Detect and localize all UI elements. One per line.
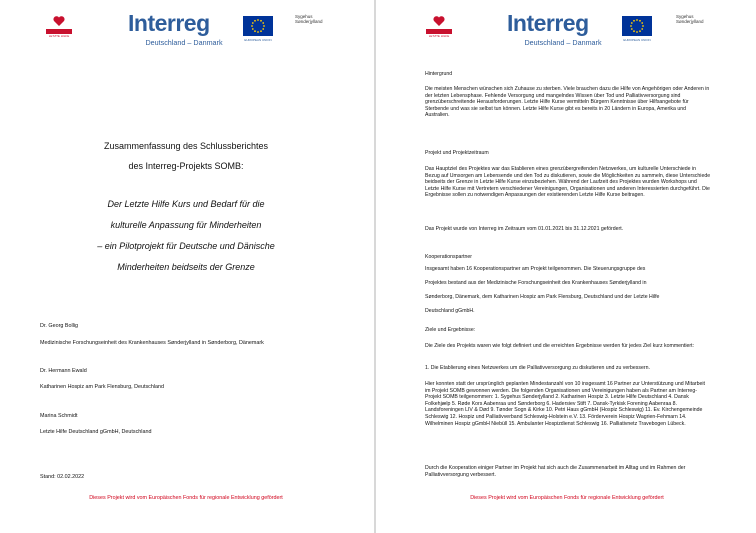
subtitle-line-1: Der Letzte Hilfe Kurs und Bedarf für die [107, 199, 265, 209]
author-3-name: Marina Schmidt [40, 413, 78, 419]
document-page-1 [0, 0, 372, 533]
interreg-logo [128, 10, 278, 47]
paragraph-ziele-intro: Die Ziele des Projekts waren wie folgt definiert und die erreichten Ergebnisse werden für jedes Ziel kurz kommentiert: [425, 343, 695, 349]
interreg-title: Interreg [507, 10, 589, 36]
subtitle-line-4: Minderheiten beidseits der Grenze [117, 262, 255, 272]
koop-line-2: Projektes bestand aus der Medizinische Forschungseinheit des Krankenhauses Sønderjylland in [425, 280, 647, 286]
title-line-2: des Interreg-Projekts SOMB: [128, 161, 244, 171]
heading-projekt: Projekt und Projektzeitraum [425, 150, 489, 156]
letzte-hilfe-logo [426, 14, 452, 42]
interreg-subtitle: Deutschland – Danmark [524, 38, 602, 47]
paragraph-partner: Hier konnten statt der ursprünglich geplanten Mindestanzahl von 10 insgesamt 16 Partner zur Unterstützung und Mitarbeit im Projekt SOMB gewonnen werden. Die folgenden Organisationen und Vereinigungen haben als Partner am Interreg-Projekt SOMB teilgenommen: 1. Sygehus Sønderjylland 2. Katharinen Hospiz 3. Letzte Hilfe Deutschland 4. Dansk Folkehjælp 5. Røde Kors Aabenraa und Sønderborg 6. Hadersiev Stift 7. Dansk-Tyrkisk Forening Aabenraa 8. Landsforeningen LIV & Død 9. Tønder Sogn & Kirke 10. Petri Haus gGmbH (Hospiz Schleswig) 11. Ev. Kirchengemeinde Schleswig 12. Hospiz und Palliativverband Schleswig-Holstein e.V. 13. Förderverein Hospiz Wagrien-Fehmarn 14. Wilhelminen Hospiz gGmbH Niebüll 15. Ambulanter Hospizdienst Schleswig 16. Palliativnetz Travebogen Lübeck. [425, 381, 705, 427]
letzte-hilfe-logo [46, 14, 72, 42]
paragraph-koop-result: Durch die Kooperation einiger Partner im Projekt hat sich auch die Zusammenarbeit im Alltag und im Rahmen der Palliativversorgung verbessert. [425, 465, 686, 478]
eu-flag-icon [243, 16, 273, 36]
logo-text: LETZTE HILFE [428, 34, 450, 38]
sygehus-line2: Sønderjylland [676, 19, 704, 24]
author-1-name: Dr. Georg Bollig [40, 323, 79, 329]
title-line-1: Zusammenfassung des Schlussberichtes [103, 141, 269, 151]
koop-line-4: Deutschland gGmbH. [425, 308, 475, 314]
eu-label: EUROPEAN UNION [623, 38, 651, 42]
koop-line-1: Insgesamt haben 16 Kooperationspartner am Projekt teilgenommen. Die Steuerungsgruppe des [425, 266, 646, 272]
heading-hintergrund: Hintergrund [425, 71, 453, 77]
eu-label: EUROPEAN UNION [244, 38, 272, 42]
interreg-logo [507, 10, 657, 47]
sygehus-line1: Sygehus [676, 14, 694, 19]
heading-kooperation: Kooperationspartner [425, 254, 473, 260]
interreg-title: Interreg [128, 10, 210, 36]
author-1-affiliation: Medizinische Forschungseinheit des Krankenhauses Sønderjylland in Sønderborg, Dänemark [40, 340, 264, 346]
heart-icon [433, 15, 445, 27]
author-2-affiliation: Katharinen Hospiz am Park Flensburg, Deutschland [40, 384, 165, 390]
page-divider [374, 0, 376, 533]
heading-ziele: Ziele und Ergebnisse: [425, 327, 476, 333]
page-footer: Dieses Projekt wird vom Europäischen Fonds für regionale Entwicklung gefördert [89, 495, 283, 501]
sygehus-line2: Sønderjylland [295, 19, 323, 24]
page-header [0, 10, 372, 47]
sygehus-line1: Sygehus [295, 14, 313, 19]
page-footer: Dieses Projekt wird vom Europäischen Fonds für regionale Entwicklung gefördert [470, 495, 664, 501]
sygehus-logo [295, 14, 339, 24]
paragraph-hintergrund: Die meisten Menschen wünschen sich Zuhause zu sterben. Viele brauchen dazu die Hilfe von Angehörigen oder Anderen in der letzten Lebensphase. Fehlende Versorgung und mangelndes Wissen über Tod und Palliativversorgung sind grenzüberschreitende Herausforderungen. Letzte Hilfe Kurse vermitteln Bürgern Kenntnisse über Hilfsangebote für Sterbende und was sie selbst tun können. Letzte Hilfe Kurse gibt es bereits in 20 Ländern in Europa, Amerika und Australien. [425, 86, 710, 119]
page-header [378, 10, 756, 47]
paragraph-zeitraum: Das Projekt wurde von Interreg im Zeitraum vom 01.01.2021 bis 31.12.2021 gefördert. [425, 226, 624, 232]
list-item-ziel-1: 1. Die Etablierung eines Netzwerkes um die Palliativversorgung zu diskutieren und zu verbessern. [425, 365, 650, 371]
subtitle-line-3: – ein Pilotprojekt für Deutsche und Dänische [97, 241, 275, 251]
logo-text: LETZTE HILFE [48, 34, 70, 38]
sygehus-logo [676, 14, 720, 24]
stand-date: Stand: 02.02.2022 [40, 474, 85, 480]
heart-icon [53, 15, 65, 27]
document-page-2 [378, 0, 756, 533]
paragraph-projekt: Das Hauptziel des Projektes war das Etablieren eines grenzübergreifenden Netzwerkes, um kulturelle Unterschiede in Bezug auf Umsorgen am Lebensende und den Tod zu diskutieren, sowie die Möglichkeiten zu sammeln, diese Unterschiede beidseits der Grenze in Letzte Hilfe Kurse einzubeziehen. Während der Laufzeit des Projektes wurden Workshops und Letzte Hilfe Kurse mit Vertretern verschiedener Vereinigungen, Organisationen und anderen Interessierten durchgeführt. Die Ergebnisse sollen zu notwendigen Anpassungen der existierenden Letzte Hilfe Kurse beitragen. [425, 166, 711, 199]
interreg-subtitle: Deutschland – Danmark [145, 38, 223, 47]
author-3-affiliation: Letzte Hilfe Deutschland gGmbH, Deutschland [40, 429, 152, 435]
author-2-name: Dr. Hermann Ewald [40, 368, 87, 374]
eu-flag-icon [622, 16, 652, 36]
koop-line-3: Sønderborg, Dänemark, dem Katharinen Hospiz am Park Flensburg, Deutschland und der Letzte Hilfe [425, 294, 660, 300]
subtitle-line-2: kulturelle Anpassung für Minderheiten [110, 220, 262, 230]
